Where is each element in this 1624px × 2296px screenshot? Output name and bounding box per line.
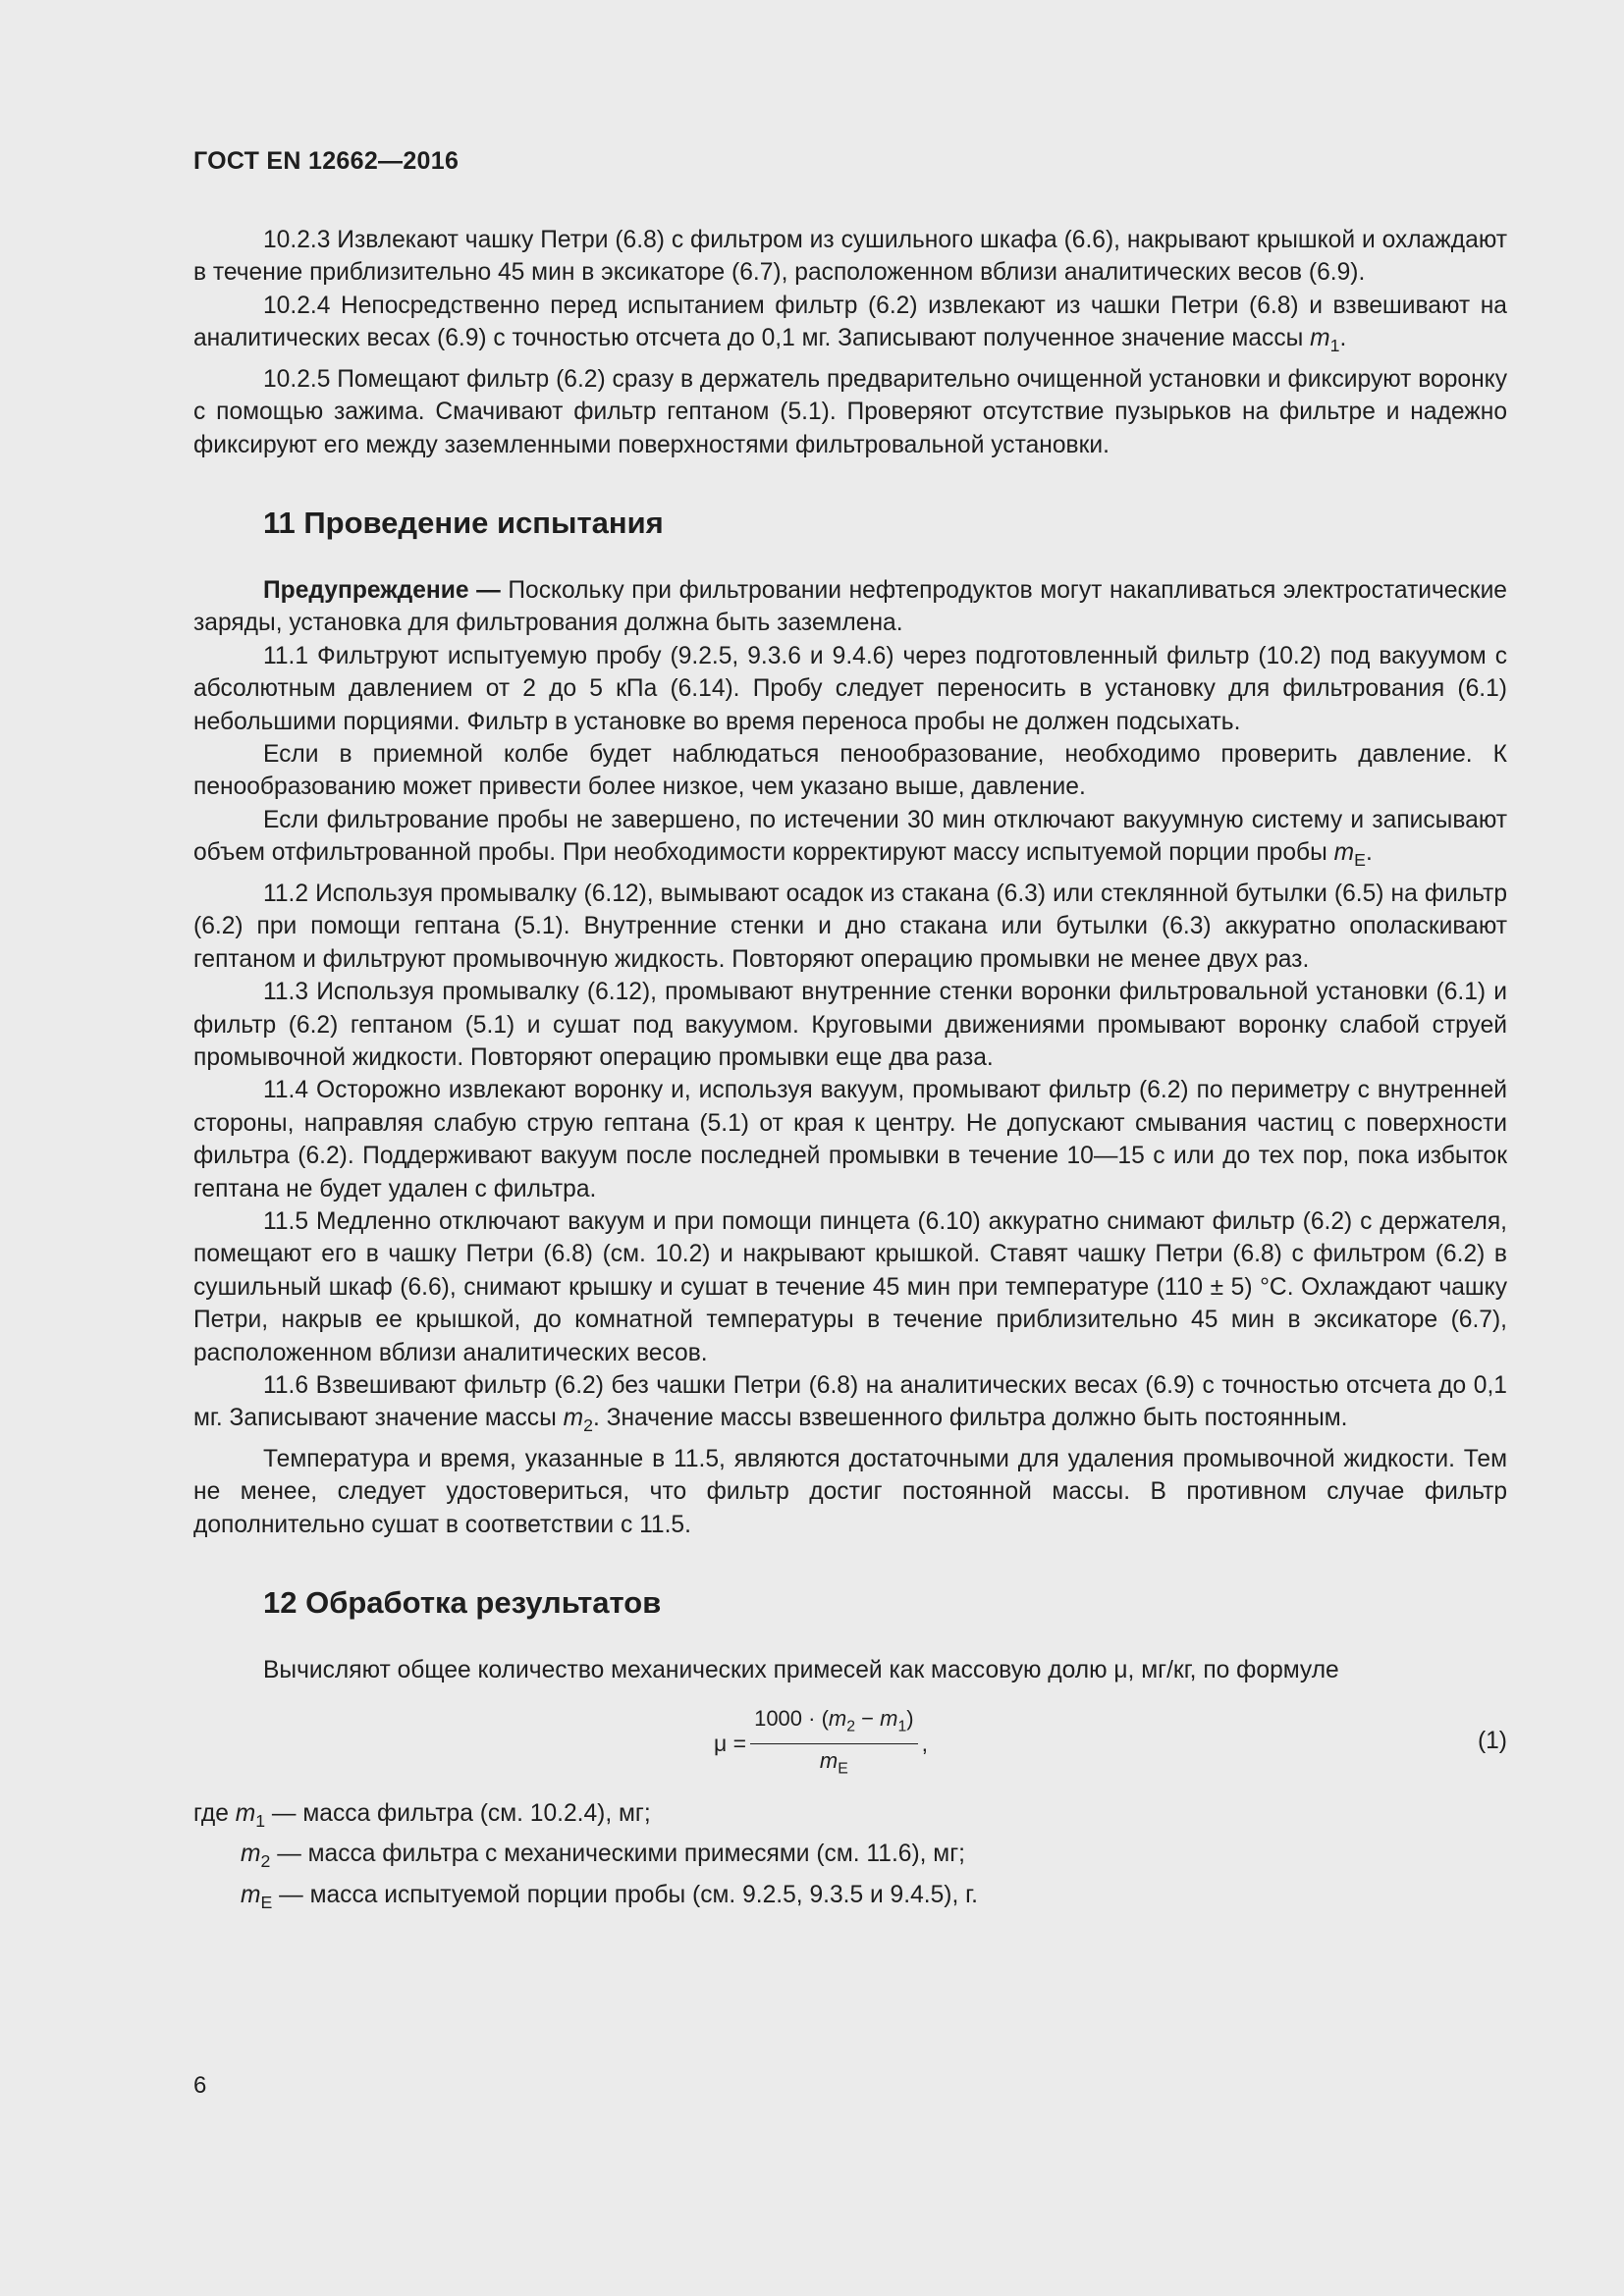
- paragraph-foam: Если в приемной колбе будет наблюдаться пенообразование, необходимо проверить давление. К пенообразованию может привести более низкое, чем указано выше, давление.: [193, 741, 1507, 801]
- page-number: 6: [193, 2072, 207, 2099]
- formula-expression: [714, 1705, 928, 1784]
- paragraph-12-intro: Вычисляют общее количество механических примесей как массовую долю μ, мг/кг, по формуле: [263, 1657, 1339, 1684]
- var-m2: $m_2$: [563, 1405, 593, 1436]
- var-mE: $m_E$: [1333, 839, 1366, 871]
- paragraph-temperature: Температура и время, указанные в 11.5, являются достаточными для удаления промывочной жидкости. Тем не менее, следует удостовериться, что фильтр достиг постоянной массы. В противном случае фильтр дополнительно сушат в соответствии с 11.5.: [193, 1445, 1507, 1538]
- paragraph-11-1: 11.1 Фильтруют испытуемую пробу (9.2.5, 9.3.6 и 9.4.6) через подготовленный фильтр (10.2) под вакуумом с абсолютным давлением от 2 до 5 кПа (6.14). Пробу следует переносить в установку для фильтрования (6.1) небольшими порциями. Фильтр в установке во время переноса пробы не должен подсыхать.: [193, 642, 1507, 735]
- formula-denominator: $m_E$: [819, 1748, 848, 1778]
- paragraph-11-4: 11.4 Осторожно извлекают воронку и, используя вакуум, промывают фильтр (6.2) по периметру с внутренней стороны, направляя слабую струю гептана (5.1) от края к центру. Не допускают смывания частиц с поверхности фильтра (6.2). Поддерживают вакуум после последней промывки в течение 10—15 с или до тех пор, пока избыток гептана не будет удален с фильтра.: [193, 1077, 1507, 1202]
- document-header: ГОСТ EN 12662—2016: [193, 147, 460, 175]
- var-m1: $m_1$: [1310, 325, 1340, 356]
- warning-paragraph: [193, 574, 1507, 640]
- formula-lhs: μ =: [714, 1730, 747, 1756]
- paragraph-11-3: 11.3 Используя промывалку (6.12), промывают внутренние стенки воронки фильтровальной установки (6.1) и фильтр (6.2) гептаном (5.1) и сушат под вакуумом. Круговыми движениями промывают воронку слабой струей промывочной жидкости. Повторяют операцию промывки еще два раза.: [193, 979, 1507, 1071]
- paragraph-10-2-5: 10.2.5 Помещают фильтр (6.2) сразу в держатель предварительно очищенной установки и фиксируют воронку с помощью зажима. Смачивают фильтр гептаном (5.1). Проверяют отсутствие пузырьков на фильтре и надежно фиксируют его между заземленными поверхностями фильтровальной установки.: [193, 365, 1507, 458]
- formula-fraction: [750, 1705, 918, 1784]
- section-11-heading: 11 Проведение испытания: [263, 506, 664, 541]
- definition-m1: где $m_1$ — масса фильтра (см. 10.2.4), мг;: [193, 1799, 651, 1831]
- paragraph-11-6: 11.6 Взвешивают фильтр (6.2) без чашки Петри (6.8) на аналитических весах (6.9) с точностью отсчета до 0,1 мг. Записывают значение массы $m_2$. Значение массы взвешенного фильтра должно быть постоянным.: [193, 1371, 1507, 1436]
- paragraph-10-2-4-text: 10.2.4 Непосредственно перед испытанием фильтр (6.2) извлекают из чашки Петри (6.8) и взвешивают на аналитических весах (6.9) с точностью отсчета до 0,1 мг. Записывают полученное значение массы: [193, 292, 1507, 352]
- formula-numerator: $1000 \cdot (m_2 - m_1)$: [750, 1705, 918, 1745]
- formula-1: [193, 1705, 1507, 1778]
- paragraph-10-2-3: 10.2.3 Извлекают чашку Петри (6.8) с фильтром из сушильного шкафа (6.6), накрывают крышкой и охлаждают в течение приблизительно 45 мин в эксикаторе (6.7), расположенном вблизи аналитических весов (6.9).: [193, 227, 1507, 287]
- warning-text: Поскольку при фильтровании нефтепродуктов могут накапливаться электростатические заряды, установка для фильтрования должна быть заземлена.: [193, 577, 1507, 637]
- definition-m2: $m_2$ — масса фильтра с механическими примесями (см. 11.6), мг;: [241, 1841, 966, 1872]
- paragraph-10-2-4: 10.2.4 Непосредственно перед испытанием фильтр (6.2) извлекают из чашки Петри (6.8) и взвешивают на аналитических весах (6.9) с точностью отсчета до 0,1 мг. Записывают полученное значение массы $m_1$.: [193, 292, 1507, 356]
- paragraph-11-2: 11.2 Используя промывалку (6.12), вымывают осадок из стакана (6.3) или стеклянной бутылки (6.5) на фильтр (6.2) при помощи гептана (5.1). Внутренние стенки и дно стакана или бутылки (6.3) аккуратно ополаскивают гептаном и фильтруют промывочную жидкость. Повторяют операцию промывки не менее двух раз.: [193, 880, 1507, 973]
- definition-mE: $m_E$ — масса испытуемой порции пробы (см. 9.2.5, 9.3.5 и 9.4.5), г.: [241, 1881, 978, 1912]
- formula-comma: ,: [921, 1730, 928, 1756]
- document-body: [193, 224, 1507, 1919]
- variable-definitions: [193, 1797, 1507, 1920]
- equation-number: (1): [1477, 1727, 1507, 1754]
- warning-label: Предупреждение —: [263, 577, 501, 605]
- section-12-heading: 12 Обработка результатов: [263, 1585, 662, 1621]
- paragraph-11-5: 11.5 Медленно отключают вакуум и при помощи пинцета (6.10) аккуратно снимают фильтр (6.2) с держателя, помещают его в чашку Петри (6.8) (см. 10.2) и накрывают крышкой. Ставят чашку Петри (6.8) с фильтром (6.2) в сушильный шкаф (6.6), снимают крышку и сушат в течение 45 мин при температуре (110 ± 5) °С. Охлаждают чашку Петри, накрыв ее крышкой, до комнатной температуры в течение приблизительно 45 мин в эксикаторе (6.7), расположенном вблизи аналитических весов.: [193, 1207, 1507, 1366]
- paragraph-30min: Если фильтрование пробы не завершено, по истечении 30 мин отключают вакуумную систему и записывают объем отфильтрованной пробы. При необходимости корректируют массу испытуемой порции пробы $m_E$.: [193, 806, 1507, 871]
